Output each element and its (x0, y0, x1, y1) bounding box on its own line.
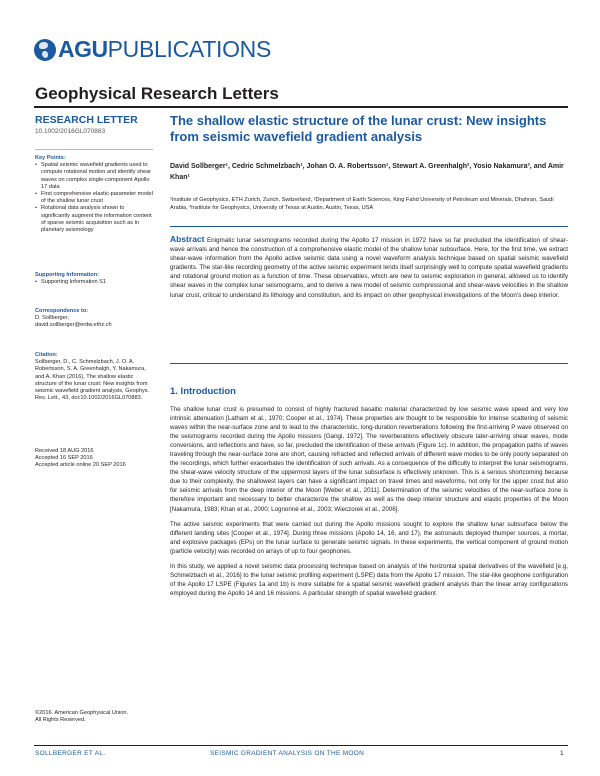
key-point: • First comprehensive elastic-parameter model of the shallow lunar crust (35, 191, 153, 205)
footer-authors: SOLLBERGER ET AL. (35, 750, 106, 757)
logo-agu: AGU (58, 36, 108, 62)
journal-name: Geophysical Research Letters (35, 84, 279, 103)
supporting-information (35, 272, 153, 286)
abstract-rule-bottom (170, 363, 568, 364)
citation-text: Sollberger, D., C. Schmelzbach, J. O. A. Robertsson, S. A. Greenhalgh, Y. Nakamura, and A. Khan (2016), The shallow elastic structure of the lunar crust: New insights from seismic wavefield gradient analysis, Geophys. Res. Lett., 43, doi:10.1002/2016GL070883. (35, 359, 150, 402)
supporting-heading: Supporting Information: (35, 272, 100, 278)
logo-publications: PUBLICATIONS (107, 36, 272, 62)
citation (35, 352, 153, 402)
supporting-item[interactable]: • Supporting Information S1 (35, 279, 153, 286)
article-title: The shallow elastic structure of the lunar crust: New insights from seismic wavefield gradient analysis (170, 113, 547, 144)
header-rule (34, 106, 568, 108)
article-type: RESEARCH LETTER (35, 114, 138, 126)
agu-globe-icon (34, 39, 56, 61)
key-points-heading: Key Points: (35, 155, 66, 161)
abstract-text: Enigmatic lunar seismograms recorded during the Apollo 17 mission in 1972 have so far precluded the identification of shear-wave arrivals and hence the construction of a comprehensive elastic model of the shallow lunar subsurface. Here, for the first time, we extract shear-wave information from the Apollo active seismic data using a novel waveform analysis technique based on spatial seismic wavefield gradients. The star-like recording geometry of the active seismic experiment lends itself surprisingly well to compute spatial wavefield gradients and rotational ground motion as a function of time. These observables, which are new to seismic exploration in general, allowed us to identify shear waves in the complex lunar seismograms, and to derive a new model of seismic compressional and shear-wave velocities in the shallow lunar crust, critical to understand its lithology and constitution, and its impact on other geophysical investigations of the Moon's deep interior. (170, 237, 568, 299)
footer-running-title: SEISMIC GRADIENT ANALYSIS ON THE MOON (210, 750, 365, 757)
citation-heading: Citation: (35, 352, 58, 358)
article-dates (35, 448, 153, 470)
author-list: David Sollberger¹, Cedric Schmelzbach¹, Johan O. A. Robertsson¹, Stewart A. Greenhalgh², Yosio Nakamura³, and Amir Khan¹ (170, 163, 564, 181)
correspondence-email[interactable]: david.sollberger@erdw.ethz.ch (35, 322, 112, 329)
copyright-line: ©2016. American Geophysical Union. (35, 710, 129, 716)
accepted-online-date: Accepted article online 20 SEP 2016 (35, 462, 126, 469)
sidebar-rule (35, 149, 153, 150)
body-text (170, 405, 568, 604)
accepted-date: Accepted 16 SEP 2016 (35, 455, 93, 462)
received-date: Received 18 AUG 2016 (35, 448, 94, 454)
copyright-line: All Rights Reserved. (35, 717, 86, 724)
abstract (170, 235, 568, 300)
abstract-label: Abstract (170, 234, 205, 244)
key-point: • Spatial seismic wavefield gradients used to compute rotational motion and identify shear waves on complex single-component Apollo 17 data (35, 162, 153, 191)
paragraph: In this study, we applied a novel seismic data processing technique based on analysis of the horizontal spatial derivatives of the wavefield [e.g, Schmelzbach et al., 2016] to the lunar seismic profiling experiment (LSPE) data from the Apollo 17 mission. The star-like geophone configuration of the Apollo 17 LSPE (Figures 1a and 1b) is more suitable for a spatial seismic wavefield gradient analysis than the linear array configurations employed during the Apollo 14 and 16 missions. A particular strength of spatial wavefield gradient (170, 562, 568, 597)
copyright (35, 710, 153, 724)
key-point: • Rotational data analysis shown to significantly augment the information content of sparse seismic acquisition such as in planetary seismology (35, 205, 153, 234)
section-heading: 1. Introduction (170, 386, 236, 397)
key-points (35, 155, 153, 234)
paragraph: The shallow lunar crust is presumed to consist of highly fractured basaltic material characterized by low seismic wave speed and very low intrinsic attenuation [Latham et al., 1970; Cooper et al., 1974]. These properties are thought to be responsible for intense scattering of seismic waves within the near-surface zone and to lead to the characteristic, long-duration reverberations following the first-arriving P wave observed on the seismograms recorded during the Apollo missions [Gangi, 1972]. The reverberations effectively obscure later-arriving shear waves, mode conversions, and reflections and have, so far, precluded the identification of these arrivals (Figure 1c). In addition, the propagation paths of waves traveling through the near-surface zone are short, causing refracted and reflected arrivals of different wave modes to be only poorly separated on the recordings, which further exacerbates the identification of such arrivals. As a consequence of the difficulty to interpret the lunar seismograms, the shear-wave velocity structure of the uppermost layers of the lunar subsurface is effectively unknown. This is a serious shortcoming because due to their complexity, the shallowest layers can have a significant impact on travel times and waveforms, not only for the upper crust but also for seismic arrivals from the deep interior of the Moon [Weber et al., 2011]. Determination of the seismic velocities of the near-surface zone is therefore important and necessary to better characterize the shallow as well as the deep interior structure and elastic properties of the Moon [Nakamura, 1983; Khan et al., 2000; Lognonné et al., 2003; Wieczorek et al., 2006]. (170, 406, 568, 513)
paragraph: The active seismic experiments that were carried out during the Apollo missions sought to explore the shallow lunar subsurface below the different landing sites [Cooper et al., 1974]. During three missions (Apollo 14, 16, and 17), the astronauts deployed thumper sources, a mortar, and explosive packages (EPs) on the lunar surface to generate seismic signals. In these experiments, the vertical component of ground motion (particle velocity) was recorded on arrays of up to four geophones. (170, 520, 568, 555)
abstract-rule (170, 226, 568, 227)
correspondence-heading: Correspondence to: (35, 308, 89, 314)
correspondence (35, 308, 153, 330)
correspondence-name: D. Sollberger, (35, 315, 69, 322)
affiliations: ¹Institute of Geophysics, ETH Zurich, Zurich, Switzerland, ²Department of Earth Sciences, King Fahd University of Petroleum and Minerals, Dhahran, Saudi Arabia, ³Institute for Geophysics, University of Texas at Austin, Austin, Texas, USA (170, 197, 554, 212)
footer-rule (34, 745, 568, 746)
page-number: 1 (560, 750, 564, 757)
doi: 10.1002/2016GL070883 (35, 128, 106, 135)
publisher-logo (34, 36, 271, 63)
